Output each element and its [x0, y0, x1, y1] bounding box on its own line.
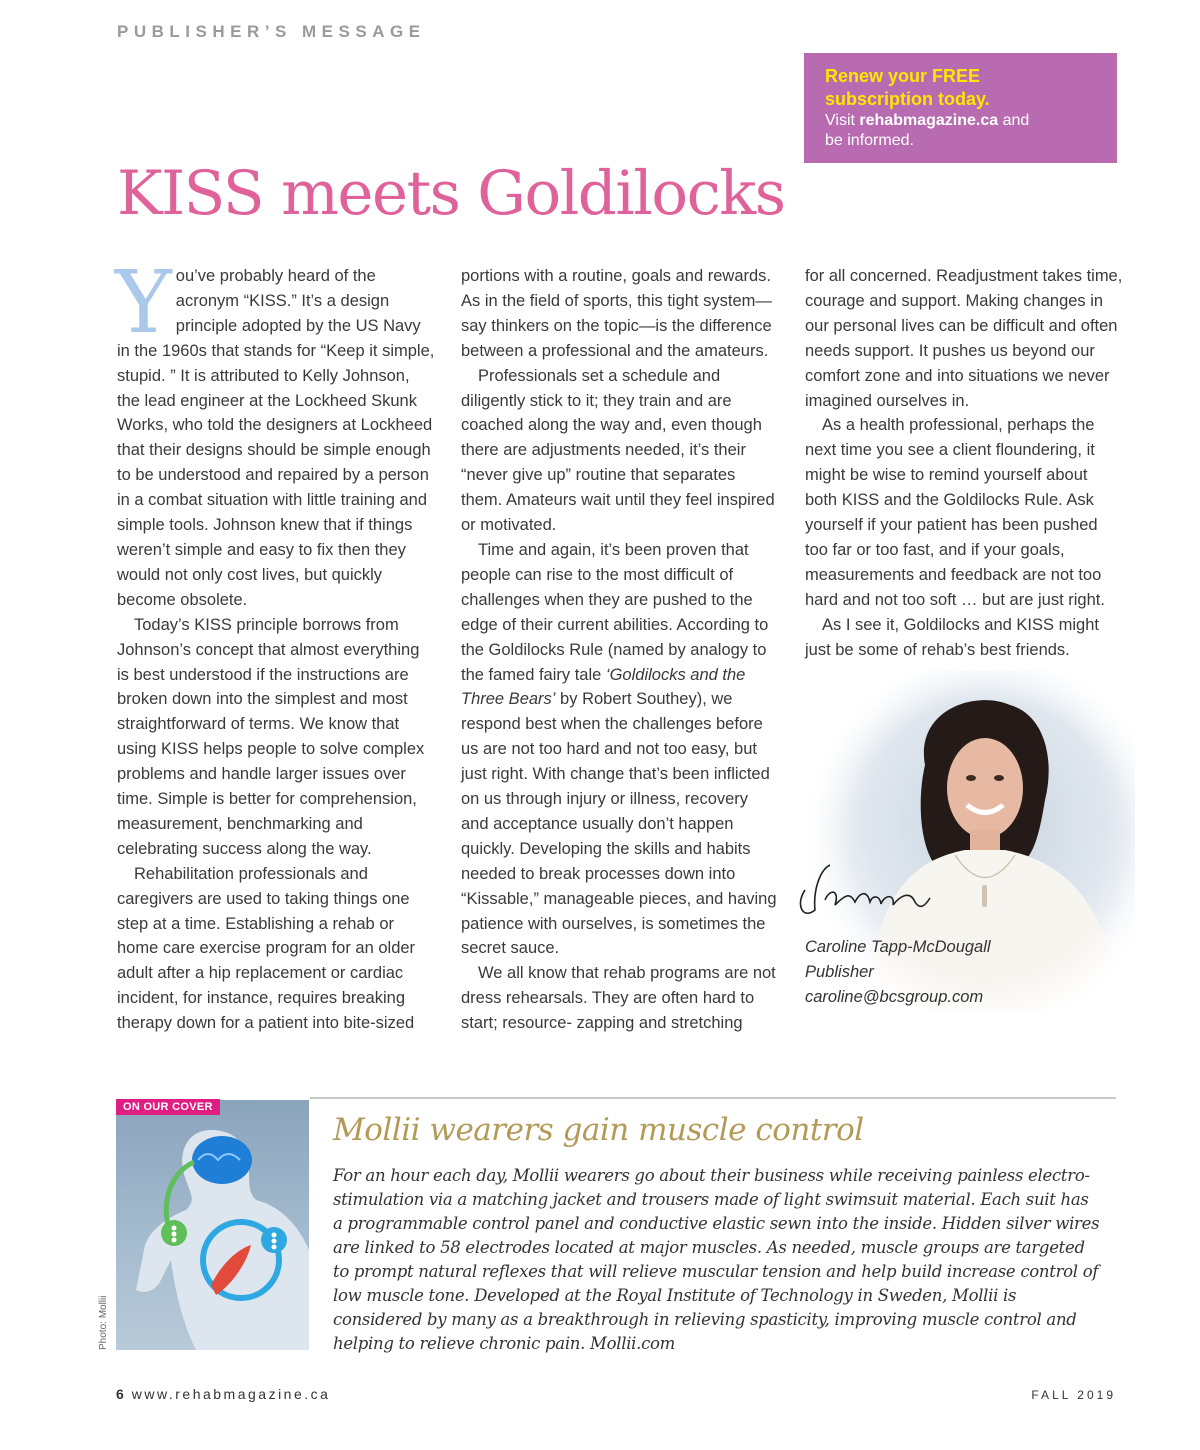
- handwritten-signature: [785, 850, 945, 930]
- promo-headline: [825, 65, 1103, 111]
- article-column-1: [115, 253, 435, 1036]
- footer-site-link[interactable]: www.rehabmagazine.ca: [131, 1386, 331, 1402]
- article-paragraph: for all concerned. Readjustment takes time, courage and support. Making changes in our personal lives can be difficult and often needs support. It pushes us beyond our comfort zone and into situations we never imagined ourselves in.: [805, 267, 1123, 410]
- promo-and-text: and: [998, 112, 1030, 129]
- article-title: KISS meets Goldilocks: [117, 158, 785, 229]
- promo-site-link[interactable]: rehabmagazine.ca: [859, 112, 999, 129]
- article-paragraph: As a health professional, perhaps the next time you see a client floundering, it might be wise to remind yourself about both KISS and the Goldilocks Rule. Ask yourself if your patient has been pushed too far or too fast, and if your goals, measurements and feedback are not too hard and not too soft … but are just right.: [805, 416, 1105, 609]
- promo-text: [825, 111, 1103, 151]
- cover-story-title: Mollii wearers gain muscle control: [333, 1112, 864, 1148]
- paragraph-text: ou’ve probably heard of the acronym “KISS.” It’s a design principle adopted by the US Navy in the 1960s that stands for “Keep it simple, stupid. ” It is attributed to Kelly Johnson, the lead engineer at the Lockheed Skunk Works, who told the designers at Lockheed that their designs should be simple enough to be understood and repaired by a person in a combat situation with little training and simple tools. Johnson knew that if things weren’t simple and easy to fix then they would not only cost lives, but quickly become obsolete.: [117, 267, 435, 609]
- article-paragraph: [115, 253, 435, 613]
- subscription-promo-box[interactable]: [804, 53, 1117, 163]
- article-paragraph: Today’s KISS principle borrows from Johnson’s concept that almost everything is best understood if the instructions are broken down into the simplest and most straightforward of terms. We know that using KISS helps people to solve complex problems and handle larger issues over time. Simple is better for comprehension, measurement, benchmarking and celebrating success along the way.: [117, 615, 425, 858]
- book-title: ‘Goldilocks and the Three Bears’: [461, 665, 746, 709]
- article-column-3: [805, 264, 1123, 663]
- article-column-2: [461, 264, 779, 1036]
- issue-label: FALL 2019: [1031, 1388, 1116, 1402]
- cover-illustration: [116, 1100, 309, 1350]
- promo-headline-line1: Renew your FREE: [825, 66, 981, 86]
- paragraph-text: Time and again, it’s been proven that people can rise to the most difficult of challenges when they are pushed to the edge of their current abilities. According to the Goldilocks Rule (named by analogy to the famed fairy tale: [461, 540, 769, 684]
- publisher-name: Caroline Tapp-McDougall: [805, 938, 991, 956]
- article-paragraph: Professionals set a schedule and diligently stick to it; they train and are coached along the way and, even though there are adjustments needed, it’s their “never give up” routine that separates them. Amateurs wait until they feel inspired or motivated.: [461, 366, 775, 535]
- cover-story-body: For an hour each day, Mollii wearers go about their business while receiving painless electro-stimulation via a matching jacket and trousers made of light swimsuit material. Each suit has a programmable control panel and conductive elastic sewn into the inside. Hidden silver wires are linked to 58 electrodes located at major muscles. As needed, muscle groups are targeted to prompt natural reflexes that will relieve muscular tension and help build increase control of low muscle tone. Developed at the Royal Institute of Technology in Sweden, Mollii is considered by many as a breakthrough in relieving spasticity, improving muscle control and helping to relieve chronic pain. Mollii.com: [333, 1166, 1100, 1353]
- publisher-role: Publisher: [805, 963, 874, 981]
- page-number: 6: [116, 1386, 124, 1402]
- photo-credit: Photo: Mollii: [98, 1295, 109, 1350]
- promo-visit-text: Visit: [825, 112, 860, 129]
- publisher-email[interactable]: caroline@bcsgroup.com: [805, 988, 984, 1006]
- article-paragraph: As I see it, Goldilocks and KISS might just be some of rehab’s best friends.: [805, 615, 1099, 659]
- promo-informed-text: be informed.: [825, 132, 914, 149]
- article-paragraph: [461, 538, 779, 961]
- article-paragraph: We all know that rehab programs are not dress rehearsals. They are often hard to start; resource- zapping and stretching: [461, 964, 776, 1033]
- article-paragraph: Rehabilitation professionals and caregivers are used to taking things one step at a time. Establishing a rehab or home care exercise program for an older adult after a hip replacement or cardiac incident, for instance, requires breaking therapy down for a patient into bite-sized: [117, 864, 416, 1033]
- promo-headline-line2: subscription today.: [825, 89, 990, 109]
- footer-left: [116, 1386, 330, 1402]
- drop-cap: Y: [115, 253, 172, 353]
- section-label: PUBLISHER’S MESSAGE: [117, 22, 426, 41]
- mollii-suit-illustration: [116, 1100, 309, 1350]
- signature-block: [805, 935, 991, 1010]
- on-our-cover-tag: ON OUR COVER: [116, 1099, 220, 1115]
- section-divider: [310, 1097, 1116, 1099]
- article-paragraph: portions with a routine, goals and rewards. As in the field of sports, this tight system—say thinkers on the topic—is the difference between a professional and the amateurs.: [461, 267, 772, 360]
- paragraph-text: by Robert Southey), we respond best when the challenges before us are not too hard and not too easy, but just right. With change that’s been inflicted on us through injury or illness, recovery and acceptance usually don’t happen quickly. Developing the skills and habits needed to break processes down into “Kissable,” manageable pieces, and having patience with ourselves, is sometimes the secret sauce.: [461, 690, 777, 958]
